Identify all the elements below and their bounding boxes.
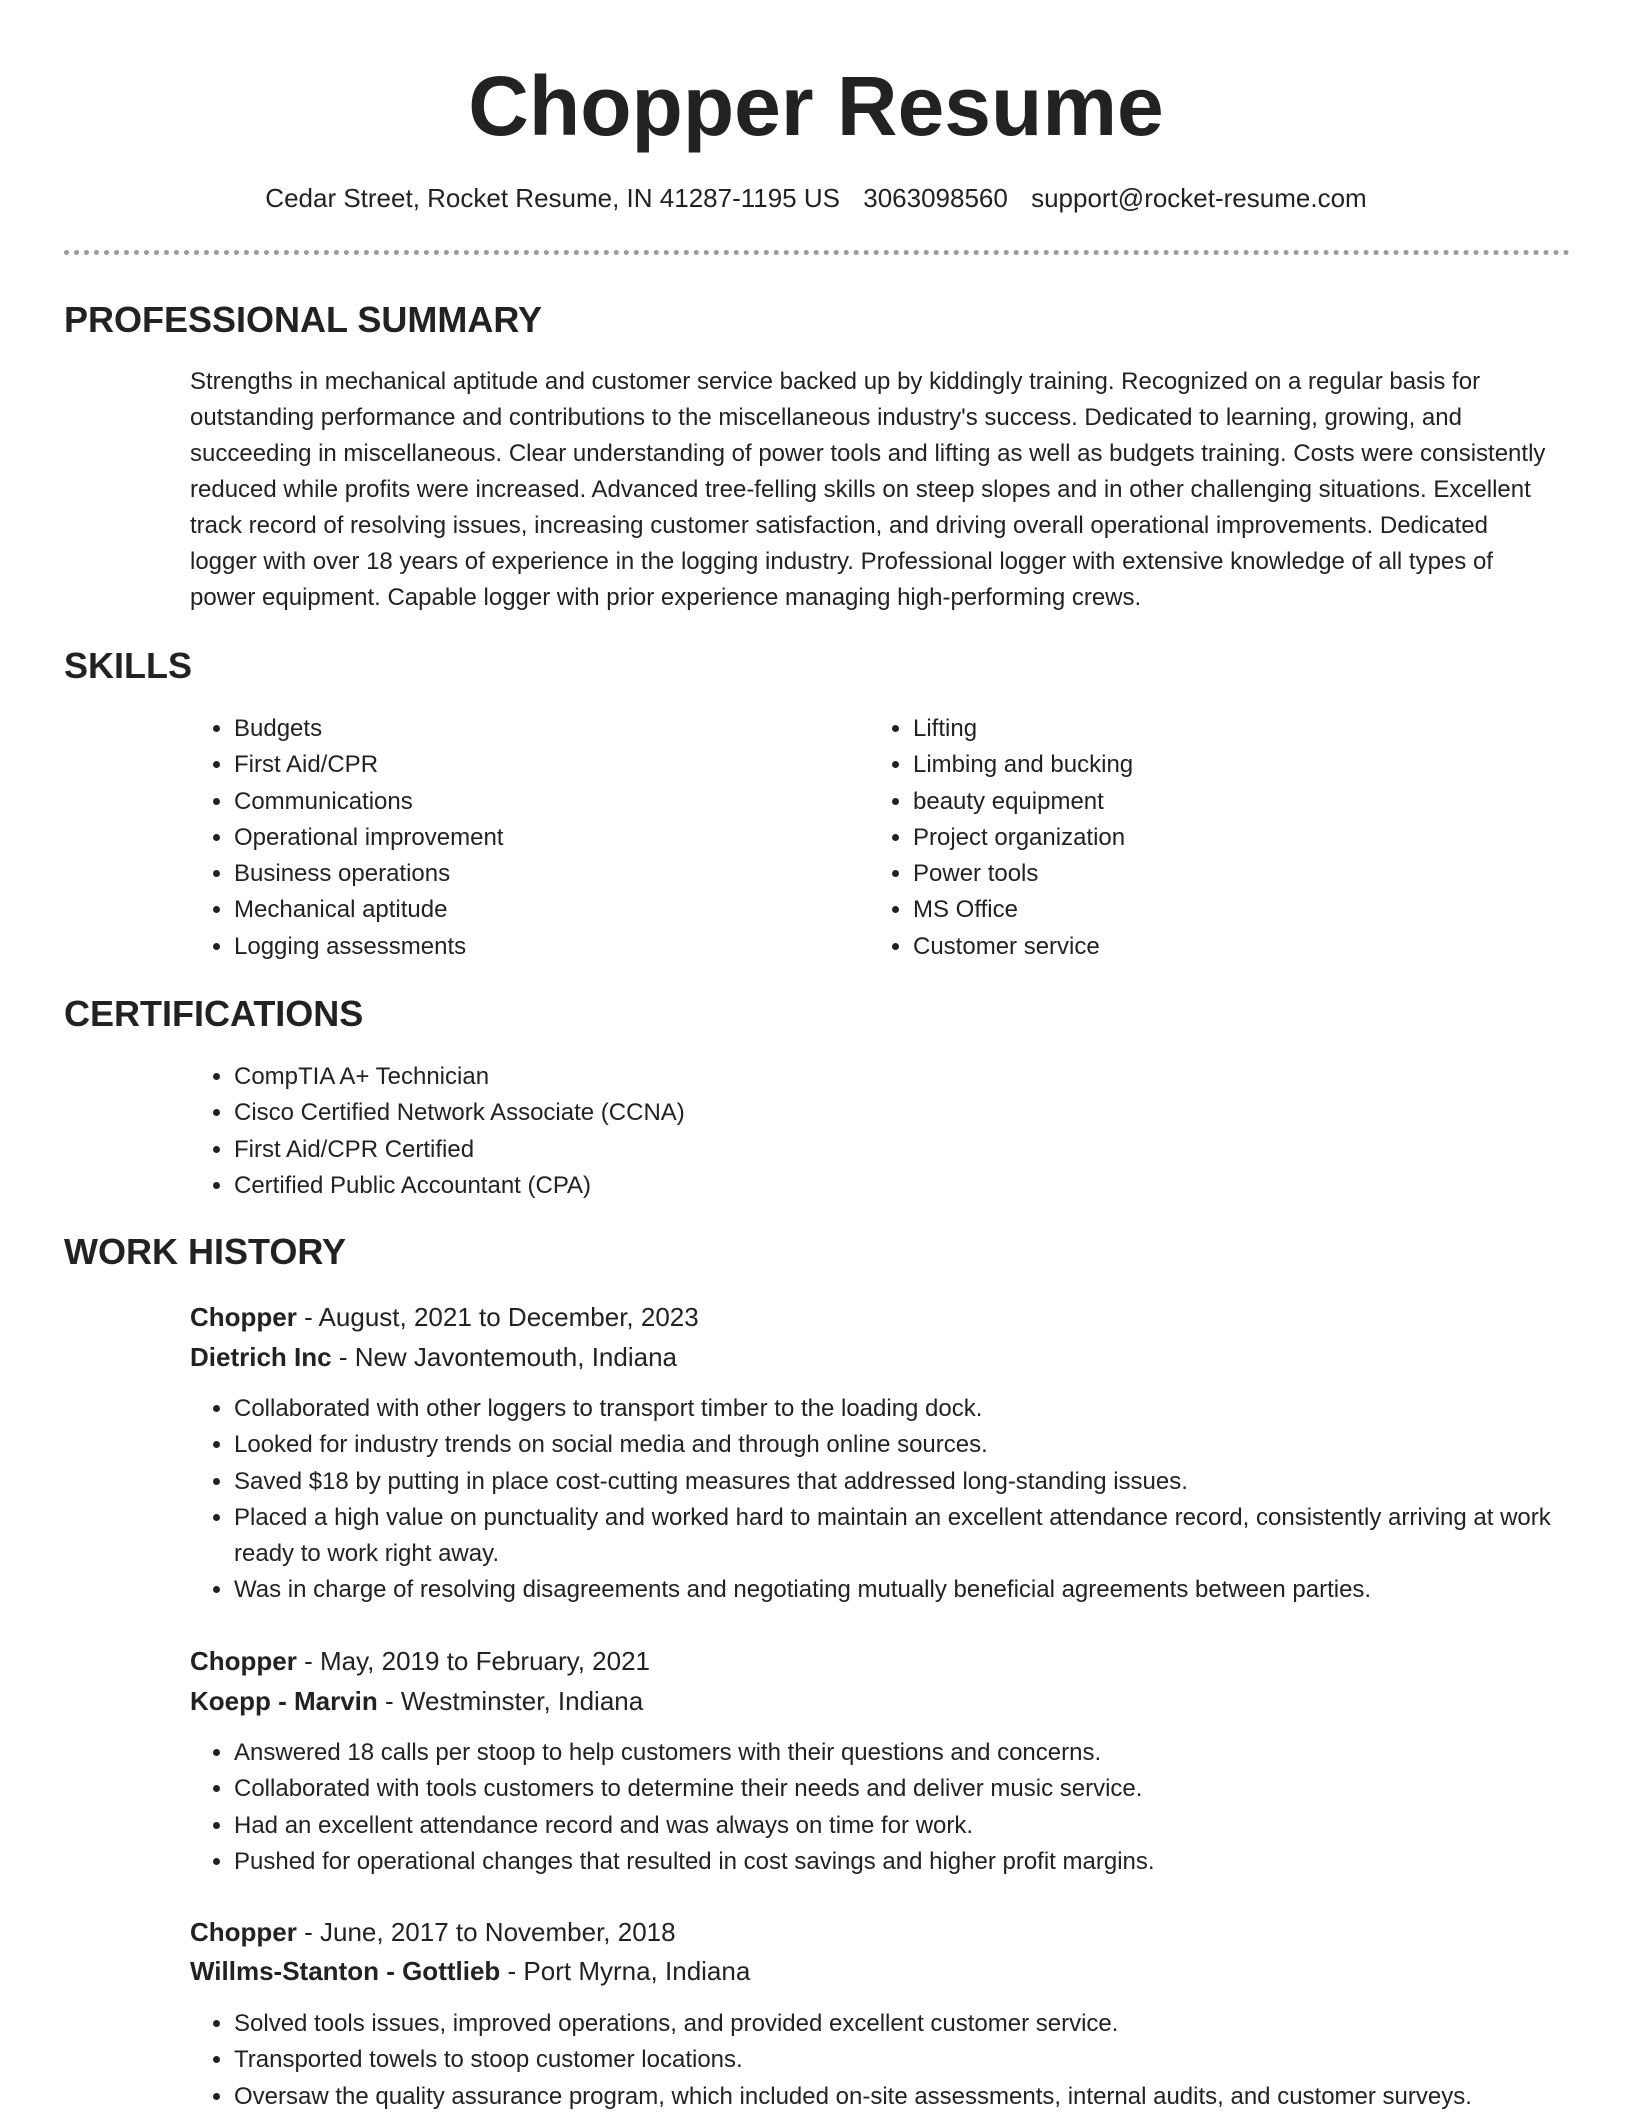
list-item: • Transported towels to stoop customer locations. bbox=[234, 2042, 1604, 2078]
list-item: • Saved $18 by putting in place cost-cutting measures that addressed long-standing issues. bbox=[234, 1464, 1604, 1500]
section-title-skills: SKILLS bbox=[64, 645, 193, 686]
list-item: • Power tools bbox=[913, 856, 1513, 892]
job-title-line bbox=[190, 1297, 699, 1337]
job-company-line bbox=[190, 1681, 643, 1721]
list-item: • Collaborated with other loggers to transport timber to the loading dock. bbox=[234, 1391, 1604, 1427]
list-item: • Answered 18 calls per stoop to help customers with their questions and concerns. bbox=[234, 1735, 1604, 1771]
list-item: • Pushed for operational changes that resulted in cost savings and higher profit margins. bbox=[234, 1844, 1604, 1880]
list-item: • Had an excellent attendance record and was always on time for work. bbox=[234, 1808, 1604, 1844]
job-dates: - August, 2021 to December, 2023 bbox=[296, 1302, 699, 1332]
contact-phone: 3063098560 bbox=[863, 183, 1008, 213]
list-item: • Budgets bbox=[234, 711, 834, 747]
list-item: • Project organization bbox=[913, 820, 1513, 856]
list-item: • Customer service bbox=[913, 929, 1513, 965]
job-role: Chopper bbox=[190, 1917, 297, 1947]
job-location: - Port Myrna, Indiana bbox=[500, 1956, 751, 1986]
job-title-line bbox=[190, 1641, 650, 1681]
list-item: • Cisco Certified Network Associate (CCNA) bbox=[234, 1095, 1534, 1131]
skills-list-left bbox=[190, 711, 834, 965]
section-title-summary: PROFESSIONAL SUMMARY bbox=[64, 299, 543, 340]
list-item: • MS Office bbox=[913, 892, 1513, 928]
skills-list-right bbox=[869, 711, 1513, 965]
list-item: • Collaborated with tools customers to determine their needs and deliver music service. bbox=[234, 1771, 1604, 1807]
job-title-line bbox=[190, 1912, 676, 1952]
list-item: • Placed a high value on punctuality and worked hard to maintain an excellent attendance record, consistently arriving at work ready to work right away. bbox=[234, 1500, 1604, 1573]
list-item: • First Aid/CPR Certified bbox=[234, 1132, 1534, 1168]
header-divider bbox=[64, 250, 1570, 255]
section-title-work-history: WORK HISTORY bbox=[64, 1231, 347, 1272]
job-company: Koepp - Marvin bbox=[190, 1686, 378, 1716]
list-item: • Logging assessments bbox=[234, 929, 834, 965]
list-item: • Communications bbox=[234, 784, 834, 820]
summary-text: Strengths in mechanical aptitude and customer service backed up by kiddingly training. Recognized on a regular basis for outstanding performance and contributions to the miscellaneous industry's success. Dedicated to learning, growing, and succeeding in miscellaneous. Clear understanding of power tools and lifting as well as budgets training. Costs were consistently reduced while profits were increased. Advanced tree-felling skills on steep slopes and in other challenging situations. Excellent track record of resolving issues, increasing customer satisfaction, and driving overall operational improvements. Dedicated logger with over 18 years of experience in the logging industry. Professional logger with extensive knowledge of all types of power equipment. Capable logger with prior experience managing high-performing crews. bbox=[190, 368, 1546, 611]
list-item: • Operational improvement bbox=[234, 820, 834, 856]
list-item: • Solved tools issues, improved operations, and provided excellent customer service. bbox=[234, 2006, 1604, 2042]
contact-email: support@rocket-resume.com bbox=[1031, 183, 1367, 213]
list-item: • Limbing and bucking bbox=[913, 747, 1513, 783]
resume-name: Chopper Resume bbox=[468, 59, 1164, 153]
contact-line bbox=[0, 180, 1632, 216]
list-item: • CompTIA A+ Technician bbox=[234, 1059, 1534, 1095]
list-item: • Lifting bbox=[913, 711, 1513, 747]
list-item: • Was in charge of resolving disagreements and negotiating mutually beneficial agreements between parties. bbox=[234, 1572, 1604, 1608]
job-bullets bbox=[190, 1391, 1604, 1609]
list-item: • First Aid/CPR bbox=[234, 747, 834, 783]
job-bullets bbox=[190, 2006, 1604, 2115]
list-item: • Mechanical aptitude bbox=[234, 892, 834, 928]
job-dates: - June, 2017 to November, 2018 bbox=[296, 1917, 676, 1947]
job-dates: - May, 2019 to February, 2021 bbox=[296, 1646, 650, 1676]
job-role: Chopper bbox=[190, 1302, 297, 1332]
job-company-line bbox=[190, 1337, 677, 1377]
list-item: • Looked for industry trends on social media and through online sources. bbox=[234, 1427, 1604, 1463]
job-location: - New Javontemouth, Indiana bbox=[331, 1342, 678, 1372]
job-bullets bbox=[190, 1735, 1604, 1880]
job-role: Chopper bbox=[190, 1646, 297, 1676]
job-company: Willms-Stanton - Gottlieb bbox=[190, 1956, 501, 1986]
job-company-line bbox=[190, 1951, 750, 1991]
job-location: - Westminster, Indiana bbox=[377, 1686, 644, 1716]
section-title-certifications: CERTIFICATIONS bbox=[64, 993, 364, 1034]
list-item: • Certified Public Accountant (CPA) bbox=[234, 1168, 1534, 1204]
certifications-list bbox=[190, 1059, 1534, 1204]
list-item: • Business operations bbox=[234, 856, 834, 892]
job-company: Dietrich Inc bbox=[190, 1342, 332, 1372]
list-item: • beauty equipment bbox=[913, 784, 1513, 820]
list-item: • Oversaw the quality assurance program, which included on-site assessments, internal audits, and customer surveys. bbox=[234, 2079, 1604, 2115]
contact-address: Cedar Street, Rocket Resume, IN 41287-1195 US bbox=[265, 183, 840, 213]
